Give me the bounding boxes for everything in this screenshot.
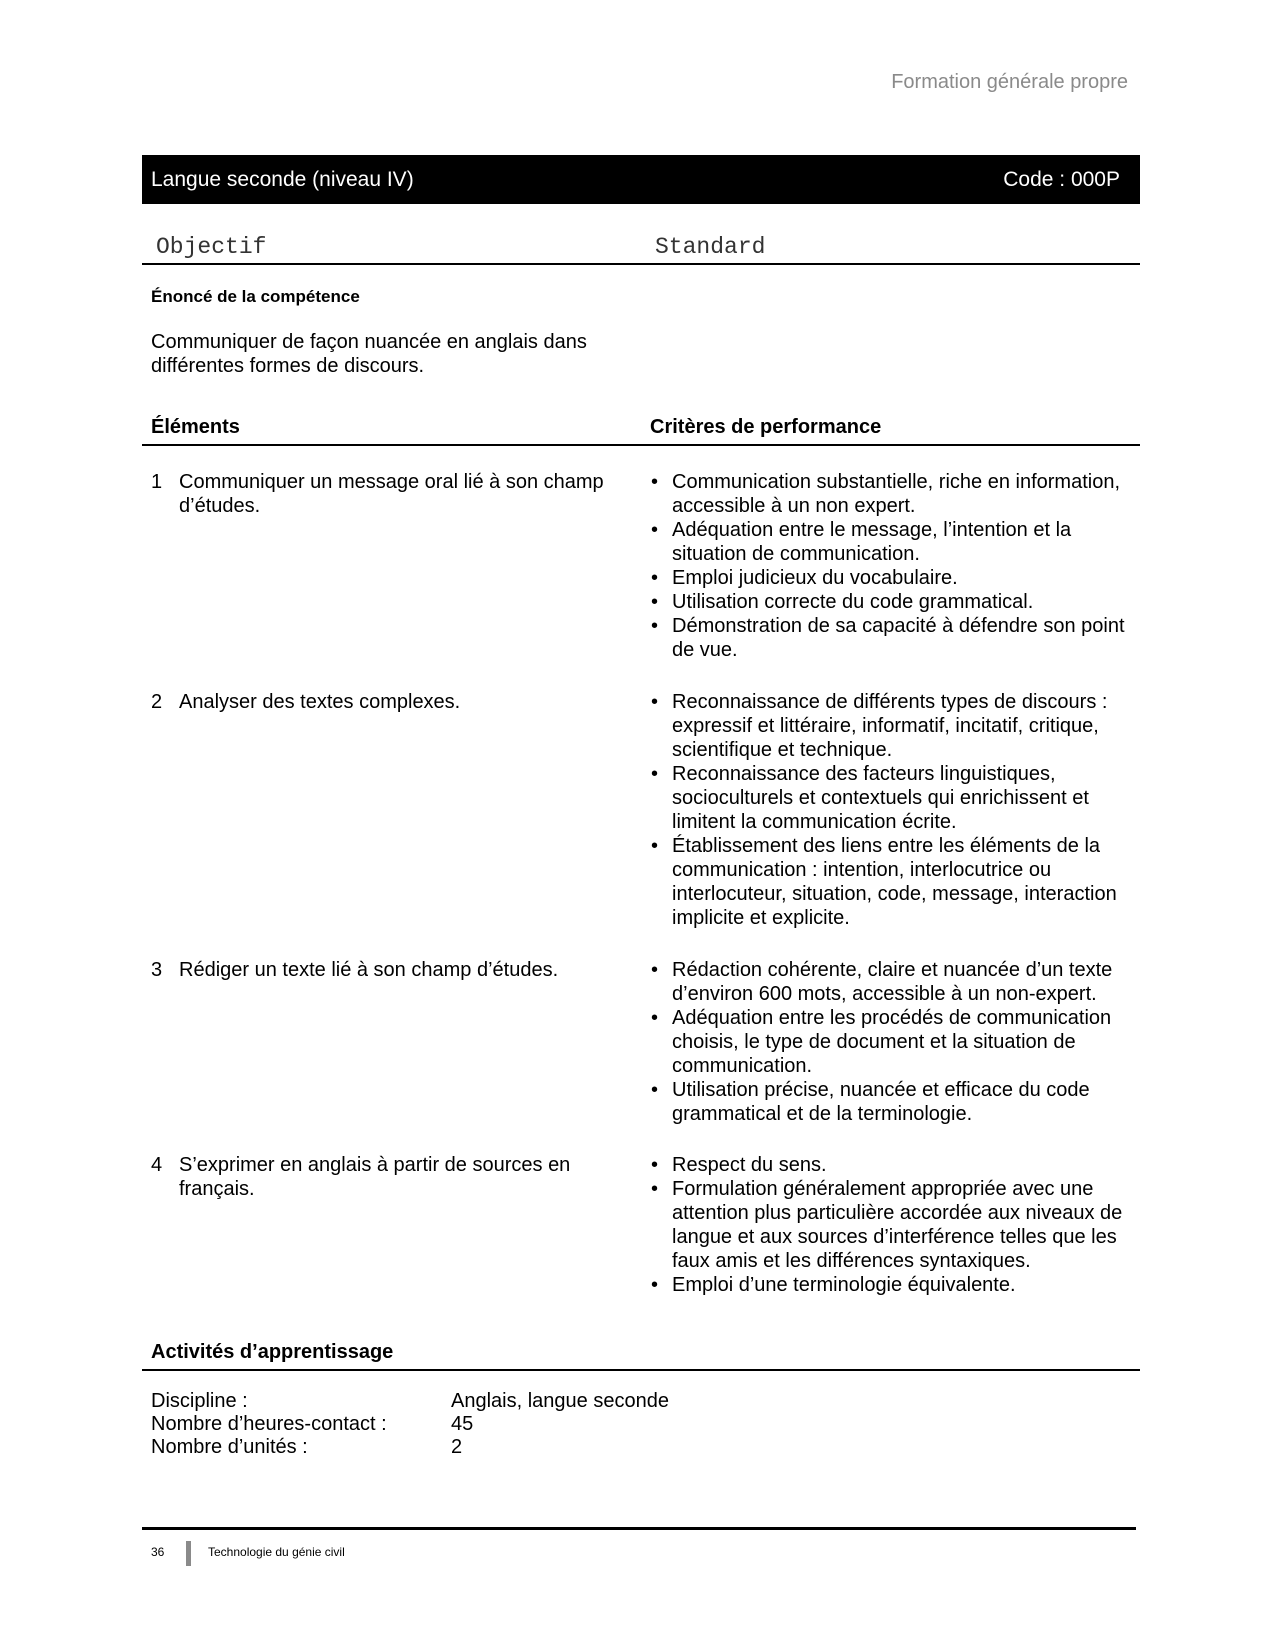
footer-divider xyxy=(186,1541,191,1566)
element-item xyxy=(151,1153,631,1201)
info-row xyxy=(151,1390,669,1413)
info-label: Nombre d’unités : xyxy=(151,1436,308,1458)
criteria-item: • Démonstration de sa capacité à défendre son point de vue. xyxy=(651,615,1125,661)
info-label: Discipline : xyxy=(151,1390,248,1412)
element-text: Communiquer un message oral lié à son champ d’études. xyxy=(179,471,604,517)
element-text: Analyser des textes complexes. xyxy=(179,691,461,713)
info-value: Anglais, langue seconde xyxy=(451,1390,669,1412)
element-number: 4 xyxy=(151,1154,163,1176)
objectif-standard-header xyxy=(142,230,1140,265)
bullet-icon: • xyxy=(651,615,659,637)
activities-header xyxy=(142,1338,1140,1371)
info-value: 45 xyxy=(451,1413,474,1435)
element-text: S’exprimer en anglais à partir de sources en français. xyxy=(179,1154,571,1200)
bullet-icon: • xyxy=(651,519,659,541)
bullet-icon: • xyxy=(651,959,659,981)
criteria-list xyxy=(648,470,1144,662)
elements-heading: Éléments xyxy=(151,416,240,438)
enonce-label: Énoncé de la compétence xyxy=(151,287,360,306)
criteria-item: • Formulation généralement appropriée avec une attention plus particulière accordée aux niveaux de langue et aux sources d’interférence telles que les faux amis et les différences syntaxiques. xyxy=(651,1178,1123,1272)
element-number: 2 xyxy=(151,691,163,713)
course-title-bar xyxy=(142,155,1140,204)
course-title: Langue seconde (niveau IV) xyxy=(151,167,414,191)
page-number: 36 xyxy=(151,1545,165,1559)
criteria-list xyxy=(648,690,1144,930)
info-row xyxy=(151,1436,669,1459)
info-value: 2 xyxy=(451,1436,463,1458)
element-number: 3 xyxy=(151,959,163,981)
criteria-list xyxy=(648,1153,1144,1297)
activities-info xyxy=(151,1390,669,1459)
element-item xyxy=(151,690,631,714)
elements-criteria-header xyxy=(142,413,1140,446)
standard-heading: Standard xyxy=(655,234,766,260)
element-item xyxy=(151,958,631,982)
info-row xyxy=(151,1413,669,1436)
bullet-icon: • xyxy=(651,567,659,589)
bullet-icon: • xyxy=(651,1079,659,1101)
criteria-item: • Emploi judicieux du vocabulaire. xyxy=(651,567,958,589)
activities-heading: Activités d’apprentissage xyxy=(151,1341,394,1363)
bullet-icon: • xyxy=(651,1154,659,1176)
enonce-text: Communiquer de façon nuancée en anglais dans différentes formes de discours. xyxy=(151,331,587,377)
info-label: Nombre d’heures-contact : xyxy=(151,1413,387,1435)
bullet-icon: • xyxy=(651,591,659,613)
bullet-icon: • xyxy=(651,471,659,493)
criteria-item: • Communication substantielle, riche en information, accessible à un non expert. xyxy=(651,471,1120,517)
criteria-heading: Critères de performance xyxy=(650,416,882,438)
criteria-item: • Emploi d’une terminologie équivalente. xyxy=(651,1274,1016,1296)
criteria-item: • Utilisation correcte du code grammatical. xyxy=(651,591,1034,613)
bullet-icon: • xyxy=(651,763,659,785)
element-item xyxy=(151,470,631,518)
criteria-item: • Établissement des liens entre les éléments de la communication : intention, interlocutrice ou interlocuteur, situation, code, message, interaction implicite et explicite. xyxy=(651,835,1117,929)
bullet-icon: • xyxy=(651,1007,659,1029)
element-number: 1 xyxy=(151,471,163,493)
criteria-item: • Rédaction cohérente, claire et nuancée d’un texte d’environ 600 mots, accessible à un non-expert. xyxy=(651,959,1113,1005)
bullet-icon: • xyxy=(651,691,659,713)
bullet-icon: • xyxy=(651,835,659,857)
criteria-item: • Adéquation entre le message, l’intention et la situation de communication. xyxy=(651,519,1072,565)
running-header: Formation générale propre xyxy=(891,71,1128,93)
objectif-heading: Objectif xyxy=(156,234,267,260)
element-text: Rédiger un texte lié à son champ d’études. xyxy=(179,959,559,981)
criteria-item: • Respect du sens. xyxy=(651,1154,827,1176)
criteria-item: • Adéquation entre les procédés de communication choisis, le type de document et la situation de communication. xyxy=(651,1007,1112,1077)
criteria-item: • Utilisation précise, nuancée et efficace du code grammatical et de la terminologie. xyxy=(651,1079,1090,1125)
criteria-list xyxy=(648,958,1144,1126)
bullet-icon: • xyxy=(651,1178,659,1200)
course-code: Code : 000P xyxy=(1003,167,1120,191)
criteria-item: • Reconnaissance des facteurs linguistiques, socioculturels et contextuels qui enrichissent et limitent la communication écrite. xyxy=(651,763,1089,833)
footer-rule xyxy=(142,1527,1136,1530)
bullet-icon: • xyxy=(651,1274,659,1296)
footer-title: Technologie du génie civil xyxy=(208,1545,345,1559)
criteria-item: • Reconnaissance de différents types de discours : expressif et littéraire, informatif, incitatif, critique, scientifique et technique. xyxy=(651,691,1108,761)
